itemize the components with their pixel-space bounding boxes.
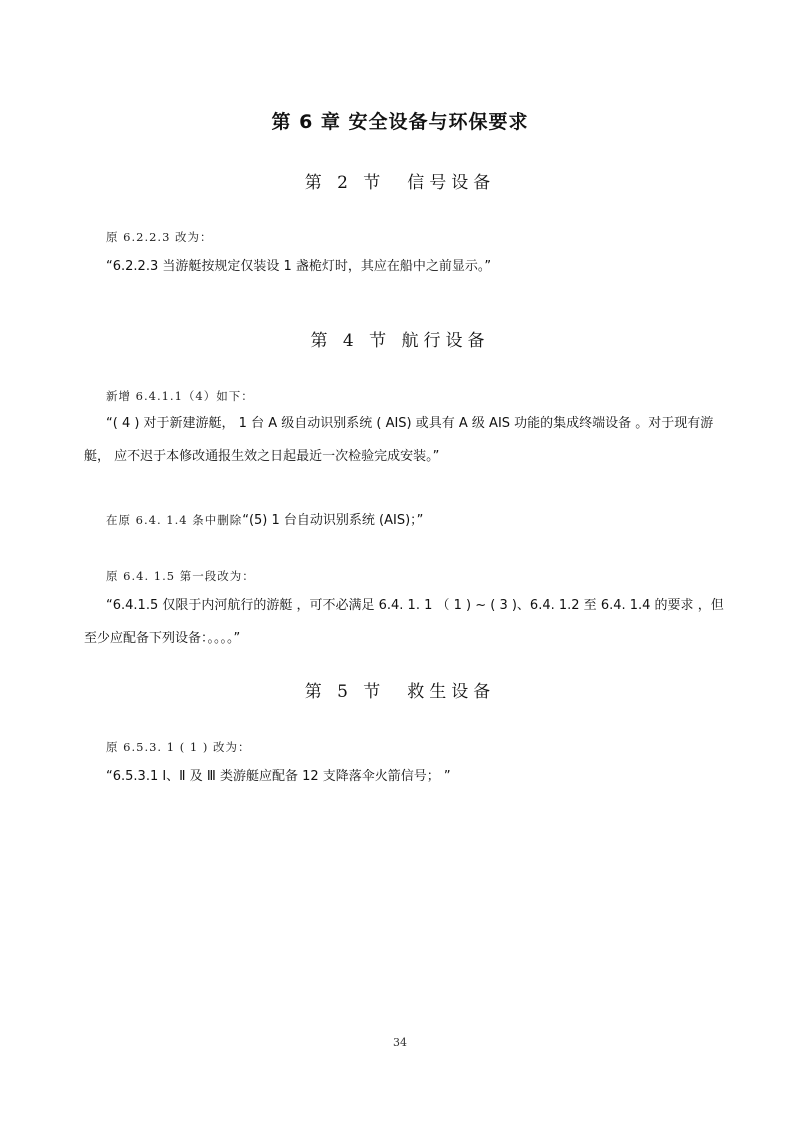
deletion-note-6-4-1-4: 在原 6.4. 1.4 条中删除 <box>106 513 243 527</box>
deletion-line-6-4-1-4 <box>106 509 423 528</box>
amendment-text-6-4-1-5: “6.4.1.5 仅限于内河航行的游艇 ，可不必满足 6.4. 1. 1 （ 1 ) ~ ( 3 )、6.4. 1.2 至 6.4. 1.4 的要求 ，但至少应配备下列设备：。。。。” <box>84 598 724 646</box>
amendment-text-6-5-3-1: “6.5.3.1 Ⅰ、Ⅱ 及 Ⅲ 类游艇应配备 12 支降落伞火箭信号； ” <box>106 769 451 784</box>
amendment-note-6-2-2-3: 原 6.2.2.3 改为： <box>106 230 213 244</box>
section-title-life-saving-equipment: 第 5 节 救生设备 <box>304 682 496 702</box>
section-title-signal-equipment: 第 2 节 信号设备 <box>304 173 496 193</box>
amendment-note-6-5-3-1: 原 6.5.3. 1 ( 1 ) 改为： <box>106 740 251 754</box>
deletion-text-6-4-1-4: “(5) 1 台自动识别系统 (AIS)；” <box>242 513 424 528</box>
amendment-note-6-4-1-5: 原 6.4. 1.5 第一段改为： <box>106 569 255 583</box>
amendment-note-6-4-1-1: 新增 6.4.1.1（4）如下： <box>106 389 254 403</box>
page-number: 34 <box>393 1036 407 1049</box>
chapter-title: 第 6 章 安全设备与环保要求 <box>271 111 529 133</box>
section-title-navigation-equipment: 第 4 节 航行设备 <box>310 331 490 351</box>
amendment-text-6-2-2-3: “6.2.2.3 当游艇按规定仅装设 1 盏桅灯时，其应在船中之前显示。” <box>106 259 492 274</box>
amendment-text-6-4-1-1: “( 4 ) 对于新建游艇， 1 台 A 级自动识别系统 ( AIS) 或具有 A 级 AIS 功能的集成终端设备 。对于现有游艇， 应不迟于本修改通报生效之日起最近一次检验完成安装。” <box>84 416 714 464</box>
